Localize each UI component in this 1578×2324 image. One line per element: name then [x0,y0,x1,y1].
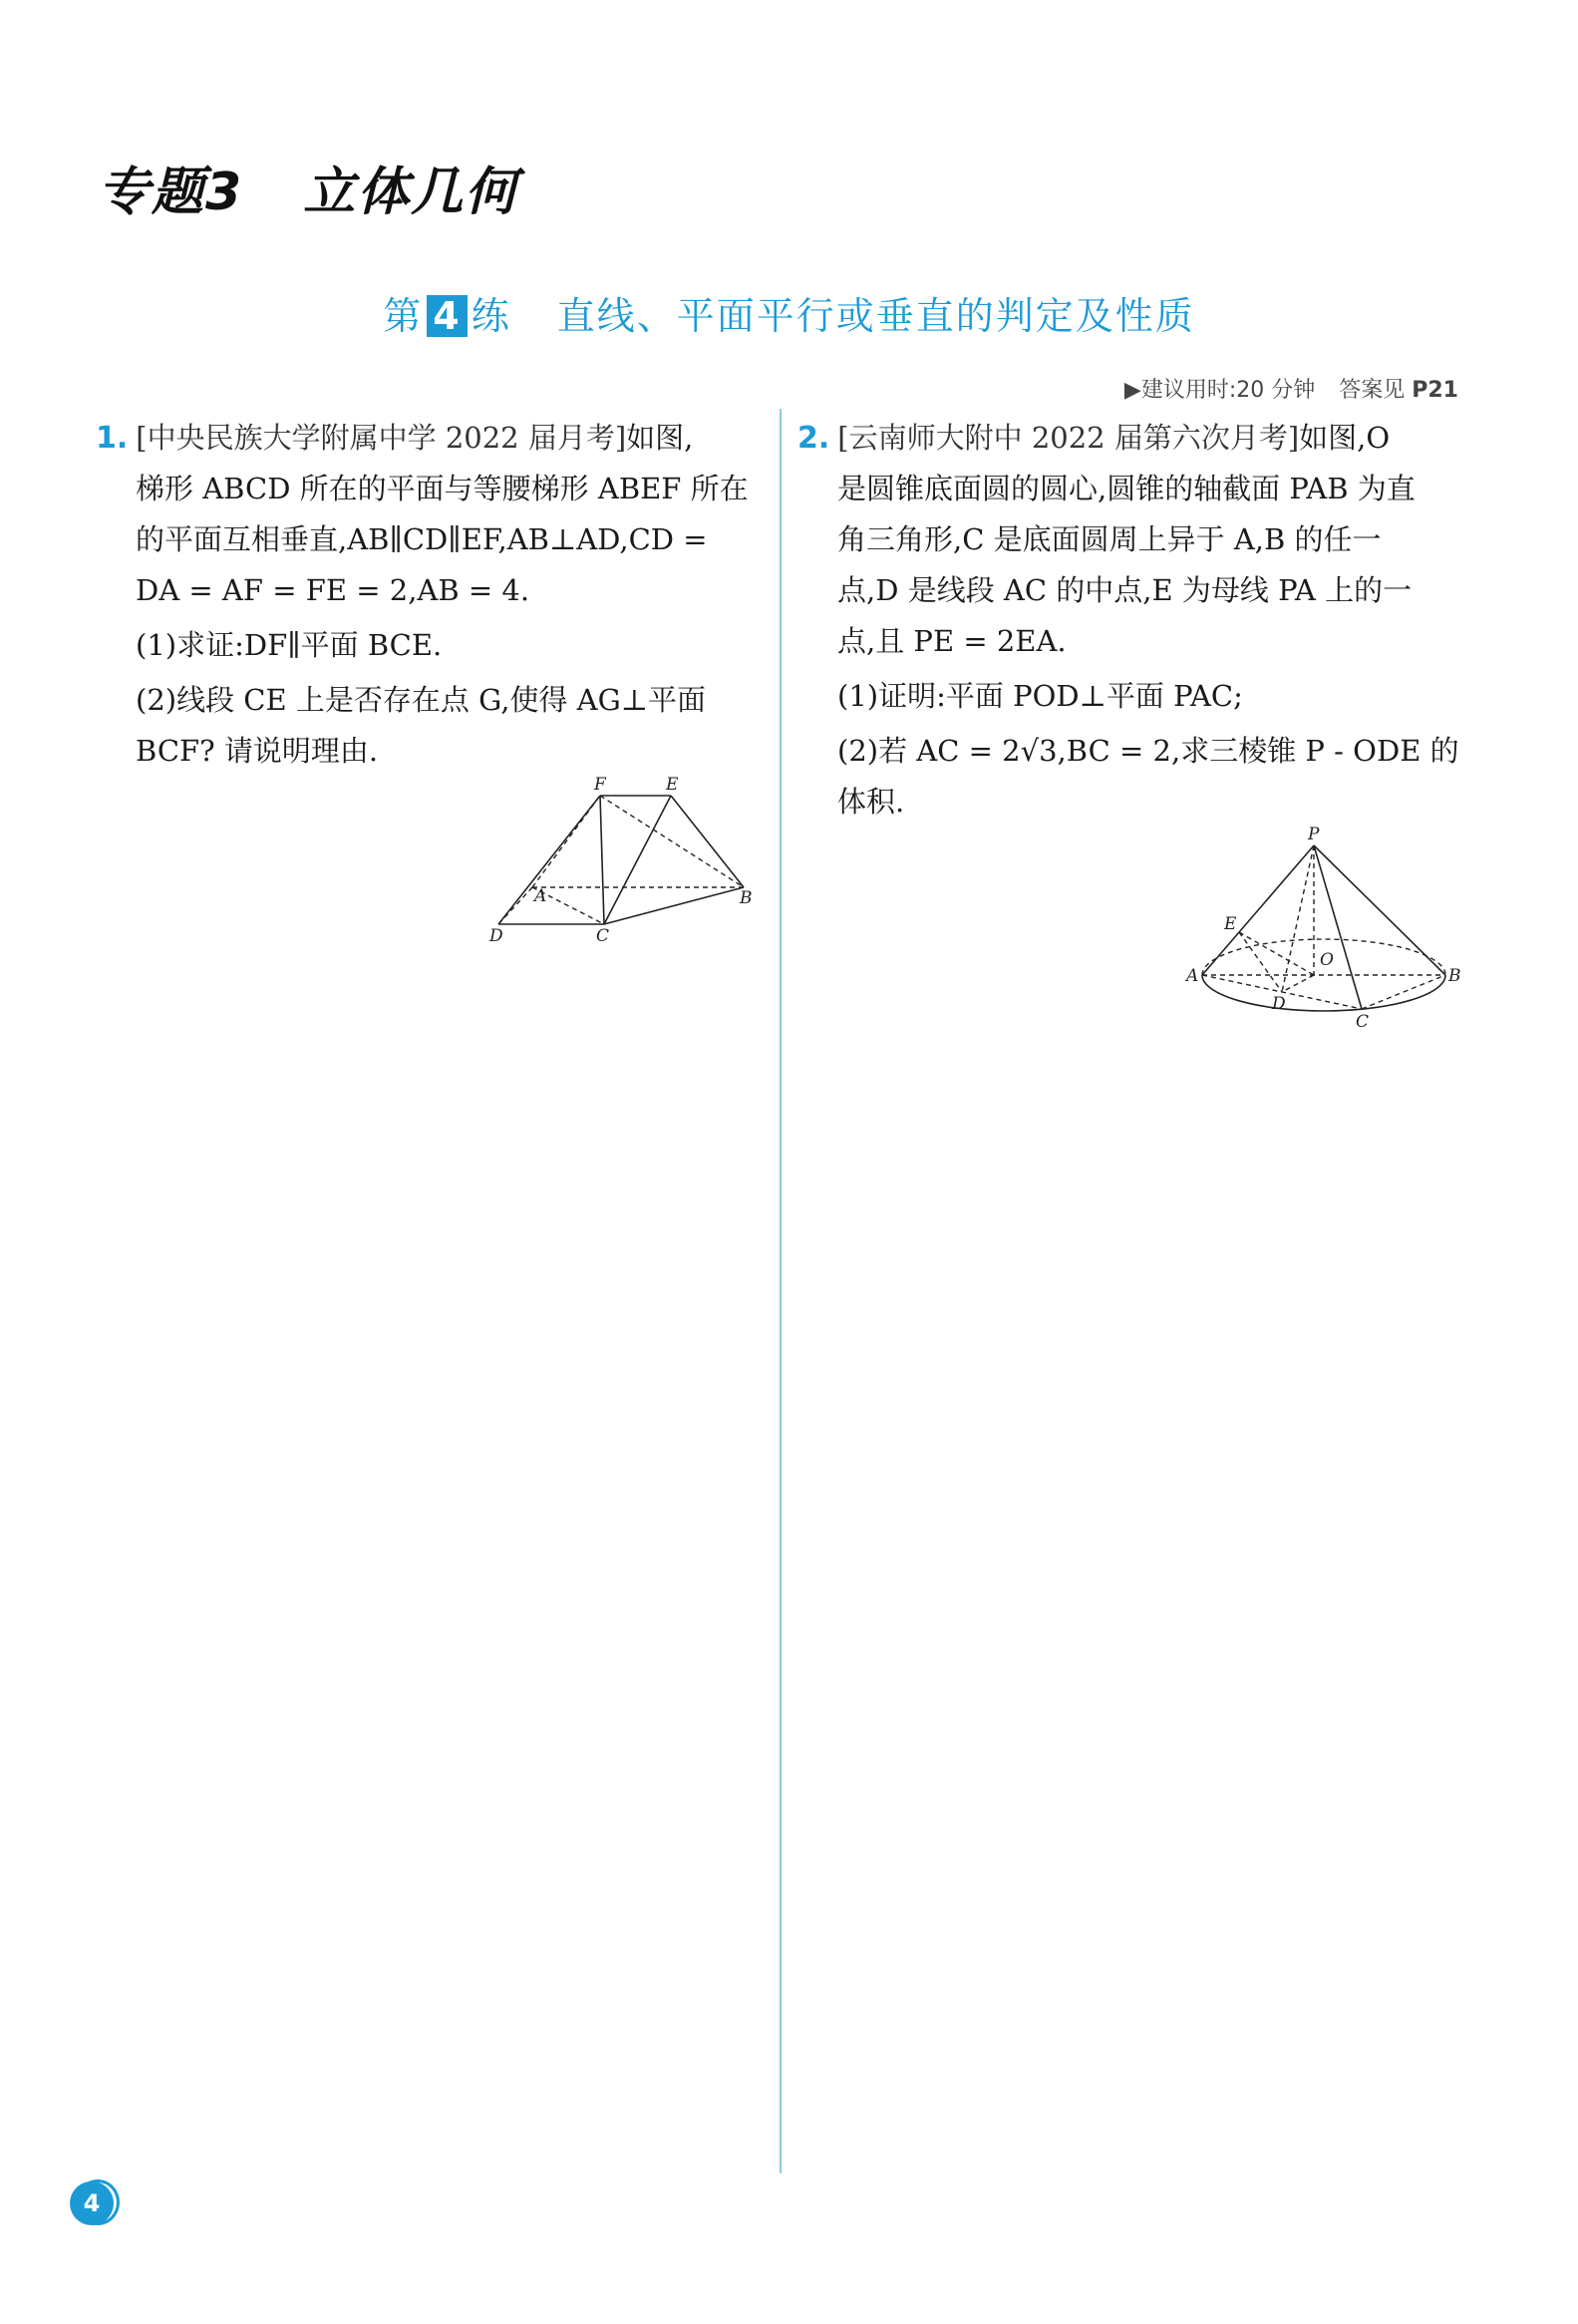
suggested-time: ▶建议用时:20 分钟 [1123,378,1316,403]
topic-title [98,150,518,224]
question-2-line-1 [797,413,1460,464]
lesson-title [0,285,1578,340]
question-2-figure [1184,826,1463,1035]
lesson-suffix: 练 [471,294,511,338]
base-front-arc [1202,975,1445,1011]
segment-ED [1239,932,1282,992]
label-A: A [534,886,547,906]
label-A: A [1186,966,1199,986]
question-1-stem-1: 如图, [626,421,694,455]
column-divider [780,409,782,2173]
question-2-part-1: (1)证明:平面 POD⊥平面 PAC; [837,679,1243,713]
question-2 [797,413,1460,828]
edge-DF [498,796,600,924]
topic-name: 立体几何 [303,163,519,222]
edge-EB [671,796,744,887]
label-P: P [1308,826,1320,844]
question-1-stem-3: 的平面互相垂直,AB∥CD∥EF,AB⊥AD,CD = [136,522,708,556]
page-number-value: 4 [70,2181,114,2225]
edge-CE [604,796,671,924]
question-1-stem-4: DA = AF = FE = 2,AB = 4. [136,573,530,607]
edge-FC [600,796,604,924]
label-B: B [740,888,753,908]
label-F: F [594,775,606,795]
label-O: O [1320,950,1334,970]
page-number [70,2181,120,2231]
question-1-source: [中央民族大学附属中学 2022 届月考] [136,421,627,455]
question-2-part-2b: 体积. [837,785,905,819]
question-1-part-2a: (2)线段 CE 上是否存在点 G,使得 AG⊥平面 [136,683,707,717]
generatrix-PA [1202,845,1314,975]
question-2-source: [云南师大附中 2022 届第六次月考] [837,421,1300,455]
answer-reference [1339,378,1458,403]
edge-FB [600,796,744,887]
answer-ref-prefix: 答案见 [1339,378,1406,403]
label-C: C [1356,1012,1370,1032]
question-2-stem-3: 角三角形,C 是底面圆周上异于 A,B 的任一 [837,522,1382,556]
question-1 [96,413,759,777]
label-D: D [1272,994,1286,1014]
question-2-stem-5: 点,且 PE = 2EA. [837,624,1067,658]
answer-ref-page: P21 [1412,378,1458,403]
question-1-part-2b: BCF? 请说明理由. [136,734,379,768]
question-1-part-1: (1)求证:DF∥平面 BCE. [136,628,443,662]
topic-label: 专题3 [98,163,244,222]
label-E: E [666,775,679,795]
segment-EO [1239,932,1314,975]
label-E: E [1224,914,1237,934]
question-1-stem-2: 梯形 ABCD 所在的平面与等腰梯形 ABEF 所在 [136,472,749,505]
edge-CB [604,887,744,924]
question-2-stem-1: 如图,O [1299,421,1391,455]
segment-PD [1282,845,1314,992]
label-B: B [1448,966,1461,986]
label-D: D [489,926,503,946]
question-2-stem-2: 是圆锥底面圆的圆心,圆锥的轴截面 PAB 为直 [837,472,1416,505]
question-2-number: 2. [797,421,830,456]
question-2-stem-4: 点,D 是线段 AC 的中点,E 为母线 PA 上的一 [837,573,1413,607]
question-2-part-2a: (2)若 AC = 2√3,BC = 2,求三棱锥 P - ODE 的 [837,734,1459,768]
lesson-name: 直线、平面平行或垂直的判定及性质 [556,294,1195,338]
question-1-number: 1. [96,421,129,456]
label-C: C [596,926,610,946]
meta-line [1124,373,1458,404]
lesson-number: 4 [427,295,467,337]
segment-OD [1282,975,1314,992]
question-1-figure [486,768,756,947]
question-1-line-1 [96,413,759,464]
lesson-prefix: 第 [383,294,424,338]
